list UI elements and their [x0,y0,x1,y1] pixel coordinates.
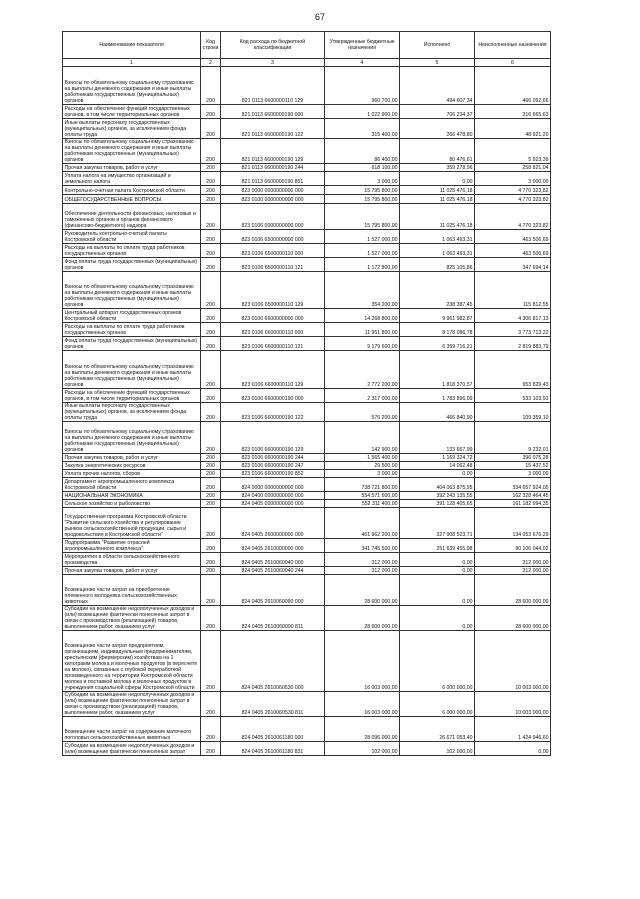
row-remaining: 10 003 000,00 [475,692,551,717]
row-name: Иные выплаты персоналу государственных (муниципальных) органов, за исключением фонда оплаты труда [63,403,201,422]
row-approved: 14 268 800,00 [325,309,400,323]
row-line-code: 200 [201,351,221,389]
row-name: Центральный аппарат государственных органов Костромской области [63,309,201,323]
row-line-code: 200 [201,67,221,105]
row-executed: 1 063 493,31 [400,244,475,258]
row-kbk: 824 0405 2610061180 000 [221,717,325,742]
row-approved: 15 795 800,00 [325,204,400,230]
row-kbk: 824 0405 2600000000 000 [221,508,325,539]
row-kbk: 824 0405 2610060040 244 [221,567,325,575]
row-kbk: 824 0405 0000000000 000 [221,500,325,508]
header-name: Наименование показателя [63,32,201,59]
row-remaining: 533 103,91 [475,389,551,403]
row-kbk: 823 0106 6600000190 852 [221,470,325,478]
row-executed: 6 359 716,21 [400,337,475,351]
row-name: Взносы по обязательному социальному страхованию на выплаты денежного содержания и иные выплаты работникам государственных (муниципальных) органов [63,422,201,454]
row-name: Иные выплаты персоналу государственных (муниципальных) органов, за исключением фонда оплаты труда [63,119,201,139]
row-name: Руководитель контрольно-счетной палаты Костромской области [63,230,201,244]
budget-report-table [62,31,551,756]
table-row [63,164,551,172]
row-line-code: 200 [201,230,221,244]
table-row [63,309,551,323]
row-name: Сельское хозяйство и рыболовство [63,500,201,508]
row-line-code: 200 [201,323,221,337]
row-remaining: 466 092,66 [475,67,551,105]
row-remaining: 28 600 000,00 [475,575,551,606]
row-approved: 3 000,00 [325,172,400,186]
row-remaining: 4 770 323,82 [475,186,551,195]
row-name: Уплата прочих налогов, сборов [63,470,201,478]
column-number: 2 [201,59,221,67]
row-name: Подпрограмма "Развитие отраслей агропромышленного комплекса" [63,539,201,553]
row-executed: 14 062,48 [400,462,475,470]
row-approved: 312 000,00 [325,553,400,567]
row-kbk: 823 0106 6600000190 122 [221,403,325,422]
row-line-code: 200 [201,119,221,139]
row-approved: 3 000,00 [325,470,400,478]
row-line-code: 200 [201,539,221,553]
row-line-code: 200 [201,172,221,186]
row-remaining: 953 829,43 [475,351,551,389]
row-kbk: 821 0113 6600000190 244 [221,164,325,172]
row-line-code: 200 [201,204,221,230]
row-line-code: 200 [201,272,221,309]
row-executed: 1 783 896,09 [400,389,475,403]
row-executed: 102 000,00 [400,742,475,756]
table-row [63,337,551,351]
row-approved: 341 745 500,00 [325,539,400,553]
header-approved: Утвержденные бюджетные назначения [325,32,400,59]
table-row [63,478,551,492]
row-approved: 86 400,00 [325,139,400,164]
row-remaining: 161 182 994,35 [475,500,551,508]
row-remaining: 115 812,55 [475,272,551,309]
table-row [63,67,551,105]
row-executed: 327 908 523,71 [400,508,475,539]
row-line-code: 200 [201,478,221,492]
row-kbk: 823 0106 6600000190 000 [221,389,325,403]
table-row [63,186,551,195]
row-kbk: 821 0113 6600000190 851 [221,172,325,186]
table-row [63,323,551,337]
row-approved: 9 179 600,00 [325,337,400,351]
row-executed: 266 478,80 [400,119,475,139]
row-name: Возмещение части затрат предприятиям, организациям, индивидуальным предпринимателям, крестьянским (фермерским) хозяйствам на 1 килограмм молока и молочных продуктов (в пересчете на молоко), связанных с глубокой переработкой произведенного на территории Костромской области молока и поставкой молока и молочных продуктов в учреждения социальной сферы Костромской области [63,631,201,692]
row-name: Расходы на выплаты по оплате труда работников государственных органов [63,323,201,337]
row-approved: 29 500,00 [325,462,400,470]
column-number: 6 [475,59,551,67]
row-name: Субсидии на возмещение недополученных доходов и (или) возмещение фактически понесенных затрат в связи с производством (реализацией) товаров, выполнением работ, оказанием услуг [63,692,201,717]
row-approved: 354 200,00 [325,272,400,309]
row-name: Фонд оплаты труда государственных (муниципальных) органов [63,258,201,272]
table-row [63,500,551,508]
table-row [63,258,551,272]
row-executed: 1 818 370,57 [400,351,475,389]
row-executed: 11 025 476,18 [400,204,475,230]
row-line-code: 200 [201,164,221,172]
row-approved: 315 400,00 [325,119,400,139]
row-remaining: 3 000,00 [475,172,551,186]
table-row [63,204,551,230]
row-name: Субсидии на возмещение недополученных доходов и (или) возмещение фактически понесенных затрат в связи с производством (реализацией) товаров, выполнением работ, оказанием услуг [63,606,201,631]
header-row [63,32,551,59]
row-executed: 1 063 493,31 [400,230,475,244]
row-line-code: 200 [201,389,221,403]
row-kbk: 823 0106 6600000110 000 [221,323,325,337]
table-row [63,742,551,756]
row-line-code: 200 [201,462,221,470]
row-executed: 26 671 053,40 [400,717,475,742]
row-kbk: 823 0106 6600000190 129 [221,422,325,454]
row-kbk: 823 0106 6500000110 000 [221,244,325,258]
row-remaining: 312 000,00 [475,553,551,567]
row-approved: 461 962 200,00 [325,508,400,539]
row-line-code: 200 [201,742,221,756]
row-remaining: 48 921,20 [475,119,551,139]
row-line-code: 200 [201,337,221,351]
row-executed: 6 000 000,00 [400,631,475,692]
row-name: Прочая закупка товаров, работ и услуг [63,567,201,575]
row-approved: 1 565 400,00 [325,454,400,462]
row-remaining: 1 424 946,60 [475,717,551,742]
row-kbk: 824 0000 0000000000 000 [221,478,325,492]
row-line-code: 200 [201,258,221,272]
row-line-code: 200 [201,422,221,454]
row-kbk: 821 0113 6600000190 122 [221,119,325,139]
row-approved: 1 527 000,00 [325,244,400,258]
table-row [63,351,551,389]
row-line-code: 200 [201,105,221,119]
row-line-code: 200 [201,575,221,606]
table-row [63,403,551,422]
row-executed: 1 169 324,72 [400,454,475,462]
column-number: 1 [63,59,201,67]
row-approved: 960 700,00 [325,67,400,105]
row-remaining: 10 003 000,00 [475,631,551,692]
row-line-code: 200 [201,403,221,422]
row-remaining: 162 328 464,45 [475,492,551,500]
row-name: ОБЩЕГОСУДАРСТВЕННЫЕ ВОПРОСЫ [63,195,201,204]
row-executed: 466 840,90 [400,403,475,422]
row-line-code: 200 [201,508,221,539]
row-executed: 11 025 476,18 [400,195,475,204]
row-executed: 359 278,96 [400,164,475,172]
row-line-code: 200 [201,500,221,508]
row-executed: 0,00 [400,172,475,186]
row-executed: 0,00 [400,470,475,478]
row-remaining: 463 506,69 [475,244,551,258]
row-name: Департамент агропромышленного комплекса Костромской области [63,478,201,492]
table-row [63,539,551,553]
row-kbk: 824 0405 2610000000 000 [221,539,325,553]
row-kbk: 821 0113 6600000190 129 [221,139,325,164]
row-approved: 16 003 000,00 [325,631,400,692]
row-name: Взносы по обязательному социальному страхованию на выплаты денежного содержания и иные выплаты работникам государственных (муниципальных) органов [63,351,201,389]
row-kbk: 824 0405 2610060530 000 [221,631,325,692]
row-kbk: 824 0405 2610061180 831 [221,742,325,756]
table-row [63,389,551,403]
row-approved: 15 795 800,00 [325,186,400,195]
row-executed: 391 128 405,65 [400,500,475,508]
row-executed: 251 639 455,98 [400,539,475,553]
row-approved: 618 100,00 [325,164,400,172]
row-kbk: 823 0000 0000000000 000 [221,186,325,195]
row-remaining: 4 770 323,82 [475,204,551,230]
row-name: Контрольно-счетная палата Костромской области [63,186,201,195]
table-row [63,272,551,309]
row-name: Расходы на обеспечение функций государственных органов, в том числе территориальных органов [63,389,201,403]
row-remaining: 28 600 000,00 [475,606,551,631]
table-row [63,631,551,692]
table-row [63,195,551,204]
table-row [63,230,551,244]
row-name: Взносы по обязательному социальному страхованию на выплаты денежного содержания и иные выплаты работникам государственных (муниципальных) органов [63,272,201,309]
row-remaining: 2 819 883,79 [475,337,551,351]
row-approved: 738 721 800,00 [325,478,400,492]
row-line-code: 200 [201,606,221,631]
row-executed: 80 476,61 [400,139,475,164]
row-remaining: 4 770 323,82 [475,195,551,204]
table-row [63,172,551,186]
table-row [63,606,551,631]
row-executed: 494 607,34 [400,67,475,105]
row-approved: 312 000,00 [325,567,400,575]
row-line-code: 200 [201,692,221,717]
table-row [63,244,551,258]
table-body [63,67,551,756]
row-approved: 28 600 000,00 [325,575,400,606]
row-approved: 554 571 600,00 [325,492,400,500]
row-remaining: 312 000,00 [475,567,551,575]
row-kbk: 823 0106 6600000110 121 [221,337,325,351]
column-number: 4 [325,59,400,67]
row-name: Обеспечение деятельности финансовых, налоговых и таможенных органов и органов финансового (финансово-бюджетного) надзора [63,204,201,230]
row-remaining: 134 053 676,29 [475,508,551,539]
row-kbk: 821 0113 6600000190 000 [221,105,325,119]
row-name: Закупка энергетических ресурсов [63,462,201,470]
row-name: Взносы по обязательному социальному страхованию на выплаты денежного содержания и иные выплаты работникам государственных (муниципальных) органов [63,67,201,105]
row-executed: 6 000 000,00 [400,692,475,717]
row-approved: 1 022 900,00 [325,105,400,119]
row-executed: 8 178 086,78 [400,323,475,337]
row-executed: 11 025 476,18 [400,186,475,195]
row-executed: 0,00 [400,567,475,575]
row-executed: 238 387,45 [400,272,475,309]
table-row [63,139,551,164]
column-number-row [63,59,551,67]
row-kbk: 821 0113 6600000110 129 [221,67,325,105]
row-name: Прочая закупка товаров, работ и услуг [63,454,201,462]
row-line-code: 200 [201,492,221,500]
row-executed: 825 105,86 [400,258,475,272]
row-approved: 15 795 800,00 [325,195,400,204]
row-approved: 576 200,00 [325,403,400,422]
row-name: Взносы по обязательному социальному страхованию на выплаты денежного содержания и иные выплаты работникам государственных (муниципальных) органов [63,139,201,164]
row-kbk: 823 0106 6500000110 129 [221,272,325,309]
row-line-code: 200 [201,186,221,195]
row-approved: 102 000,00 [325,742,400,756]
row-name: Расходы на обеспечение функций государственных органов, в том числе территориальных органов [63,105,201,119]
row-executed: 9 961 982,87 [400,309,475,323]
row-kbk: 823 0106 6500000000 000 [221,230,325,244]
row-approved: 142 900,00 [325,422,400,454]
row-executed: 0,00 [400,575,475,606]
row-kbk: 823 0100 0000000000 000 [221,195,325,204]
row-line-code: 200 [201,244,221,258]
table-row [63,553,551,567]
row-executed: 0,00 [400,606,475,631]
row-name: Возмещение части затрат на содержание маточного поголовья сельскохозяйственных животных [63,717,201,742]
row-kbk: 823 0106 6500000110 121 [221,258,325,272]
row-name: Субсидии на возмещение недополученных доходов и (или) возмещение фактически понесенных затрат [63,742,201,756]
row-remaining: 9 232,01 [475,422,551,454]
row-remaining: 396 075,28 [475,454,551,462]
row-kbk: 823 0106 6600000000 000 [221,309,325,323]
row-kbk: 823 0106 0000000000 000 [221,204,325,230]
table-row [63,492,551,500]
row-remaining: 15 437,52 [475,462,551,470]
column-number: 3 [221,59,325,67]
row-approved: 28 600 000,00 [325,606,400,631]
row-remaining: 0,00 [475,742,551,756]
row-approved: 1 527 000,00 [325,230,400,244]
table-row [63,508,551,539]
table-row [63,692,551,717]
table-row [63,470,551,478]
row-line-code: 200 [201,139,221,164]
row-line-code: 200 [201,553,221,567]
table-row [63,454,551,462]
row-name: Уплата налога на имущество организаций и земельного налога [63,172,201,186]
row-remaining: 90 106 044,02 [475,539,551,553]
row-remaining: 334 657 924,05 [475,478,551,492]
row-remaining: 5 923,39 [475,139,551,164]
row-remaining: 463 506,69 [475,230,551,244]
row-executed: 706 234,37 [400,105,475,119]
table-row [63,422,551,454]
table-row [63,462,551,470]
row-approved: 552 311 400,00 [325,500,400,508]
row-name: Мероприятия в области сельскохозяйственного производства [63,553,201,567]
row-kbk: 823 0106 6600000190 247 [221,462,325,470]
row-remaining: 3 773 713,22 [475,323,551,337]
row-remaining: 258 821,04 [475,164,551,172]
row-kbk: 824 0405 2610060040 000 [221,553,325,567]
row-approved: 2 317 000,00 [325,389,400,403]
row-kbk: 824 0405 2610060090 000 [221,575,325,606]
header-remaining: Неисполненные назначения [475,32,551,59]
row-line-code: 200 [201,454,221,462]
row-executed: 0,00 [400,553,475,567]
column-number: 5 [400,59,475,67]
row-line-code: 200 [201,631,221,692]
row-kbk: 824 0405 2610060530 811 [221,692,325,717]
header-kbk: Код расхода по бюджетной классификации [221,32,325,59]
row-approved: 16 003 000,00 [325,692,400,717]
row-executed: 392 243 135,55 [400,492,475,500]
row-name: Расходы на выплаты по оплате труда работников государственных органов [63,244,201,258]
row-executed: 404 063 875,95 [400,478,475,492]
row-name: Фонд оплаты труда государственных (муниципальных) органов [63,337,201,351]
row-kbk: 824 0405 2610060090 811 [221,606,325,631]
row-approved: 28 096 000,00 [325,717,400,742]
row-approved: 2 772 200,00 [325,351,400,389]
row-name: Прочая закупка товаров, работ и услуг [63,164,201,172]
header-line-code: Код строки [201,32,221,59]
row-line-code: 200 [201,470,221,478]
row-kbk: 823 0106 6600000110 129 [221,351,325,389]
table-row [63,717,551,742]
row-line-code: 200 [201,195,221,204]
row-remaining: 4 306 817,13 [475,309,551,323]
row-kbk: 823 0106 6600000190 244 [221,454,325,462]
table-row [63,567,551,575]
row-name: Возмещение части затрат на приобретение племенного молодняка сельскохозяйственных животных [63,575,201,606]
row-line-code: 200 [201,717,221,742]
row-line-code: 200 [201,309,221,323]
row-name: НАЦИОНАЛЬНАЯ ЭКОНОМИКА [63,492,201,500]
row-remaining: 3 000,00 [475,470,551,478]
row-remaining: 316 665,63 [475,105,551,119]
table-row [63,119,551,139]
row-remaining: 109 359,10 [475,403,551,422]
row-remaining: 347 694,14 [475,258,551,272]
row-approved: 11 951 800,00 [325,323,400,337]
page-number: 67 [314,12,325,22]
row-name: Государственная программа Костромской области "Развитие сельского хозяйства и регулирование рынков сельскохозяйственной продукции, сырья и продовольствия в Костромской области" [63,508,201,539]
row-approved: 1 172 800,00 [325,258,400,272]
row-line-code: 200 [201,567,221,575]
row-kbk: 824 0400 0000000000 000 [221,492,325,500]
row-executed: 133 667,99 [400,422,475,454]
header-executed: Исполнено [400,32,475,59]
table-row [63,575,551,606]
table-row [63,105,551,119]
